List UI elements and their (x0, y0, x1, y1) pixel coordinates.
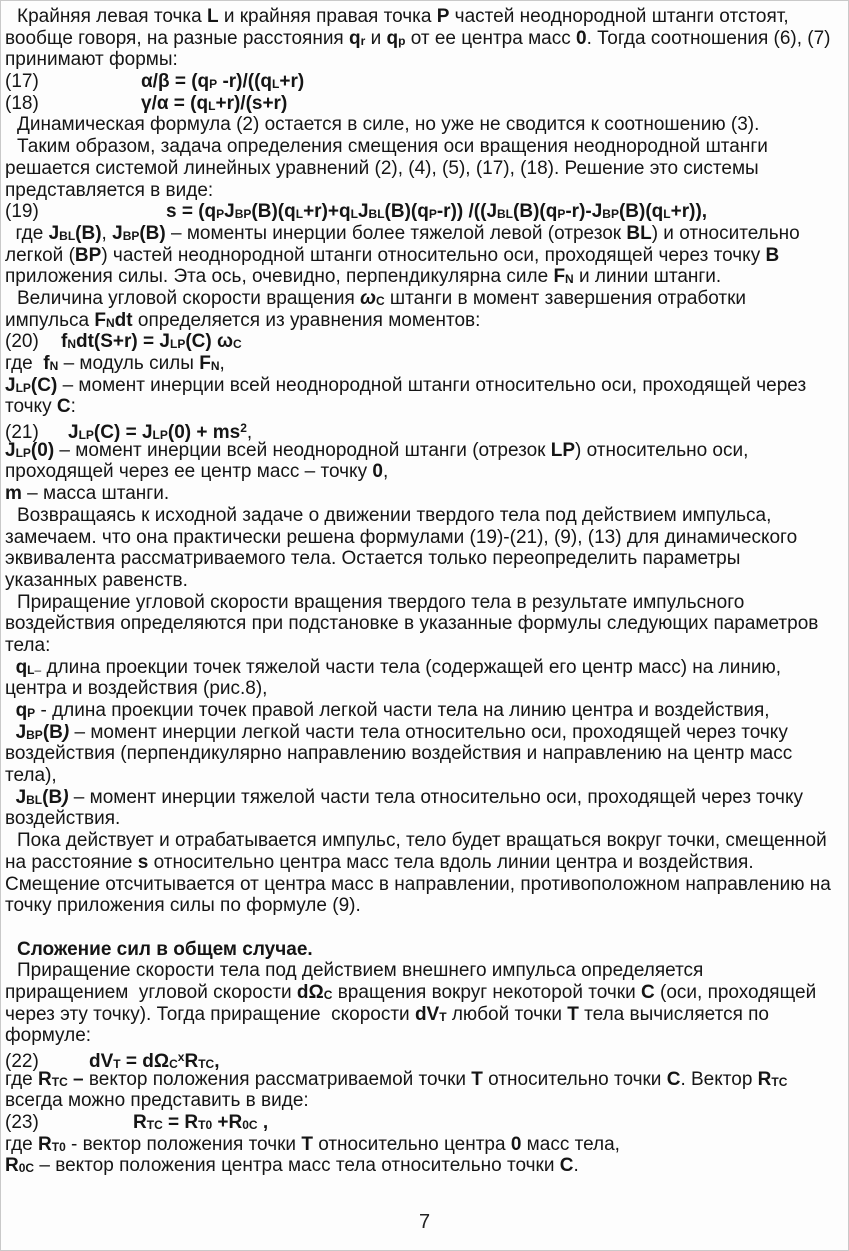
text-run: , (257, 1112, 269, 1134)
text-run: . (573, 1155, 579, 1177)
text-run: C (169, 1057, 178, 1071)
text-run: R (38, 1068, 52, 1090)
text-run: Крайняя левая точка (17, 6, 207, 27)
text-run: принимают формы: (5, 49, 178, 71)
text-run: P (557, 207, 566, 222)
text-run: s = (q (166, 201, 217, 223)
text-run: воздействия (перпендикулярно направлению воздействия и направлению на центр масс (5, 743, 793, 765)
text-run: dΩ (142, 1051, 170, 1072)
text-run: q (15, 656, 28, 678)
text-run: – модуль силы (58, 353, 200, 374)
text-run: C (56, 396, 71, 418)
text-run: где (5, 353, 44, 374)
text-run: +r)), (670, 201, 708, 223)
text-run: тела: (5, 634, 51, 656)
text-run: C (666, 1068, 681, 1090)
text-run: LP (550, 439, 576, 461)
text-run: +R (212, 1112, 243, 1134)
text-run: ) частей неоднородной штанги относительно оси, проходящей через точку (101, 244, 766, 266)
text-run: тела вычисляется по (578, 1003, 769, 1025)
text-run: ) относительно оси, (575, 439, 749, 461)
text-line (5, 1134, 843, 1156)
text-run: BP (122, 228, 140, 243)
text-line (5, 548, 843, 570)
document-body (5, 6, 843, 1177)
text-run: Таким образом, задача определения смещения оси вращения неоднородной штанги (17, 136, 768, 158)
paragraph-start (5, 114, 843, 136)
text-line (5, 223, 843, 245)
text-run: – момент инерции легкой части тела относительно оси, проходящей через точку (69, 721, 788, 743)
text-run (5, 700, 16, 721)
text-run: штанги в момент завершения отработки (384, 287, 747, 309)
text-run: T (301, 1133, 313, 1155)
text-run: формуле: (5, 1025, 92, 1047)
text-run: относительно центра (312, 1133, 511, 1155)
text-run: 0 (510, 1133, 522, 1155)
formula-18 (5, 93, 843, 115)
text-line (5, 461, 843, 483)
text-run: T (113, 1057, 121, 1071)
text-line (5, 245, 843, 267)
text-run: – момент инерции тяжелой части тела относительно оси, проходящей через точку (68, 786, 803, 808)
text-run: L (27, 662, 35, 677)
text-run: 2 (240, 421, 247, 436)
text-run: = R (162, 1112, 199, 1134)
text-run: C (640, 981, 655, 1003)
text-run: f (61, 331, 68, 353)
text-run (5, 787, 16, 808)
text-line (5, 310, 843, 332)
text-run: dt (114, 309, 133, 331)
text-run: R (38, 1133, 52, 1155)
text-run: (оси, проходящей (654, 981, 817, 1003)
text-run: L (663, 207, 671, 222)
definition-qP (5, 700, 843, 722)
text-run: ) (62, 721, 70, 743)
text-run: C (233, 337, 242, 352)
equation-number: (17) (5, 71, 39, 93)
text-line (5, 440, 843, 462)
text-line (5, 396, 843, 418)
text-run: N (49, 359, 59, 373)
text-run: (B (42, 786, 63, 808)
page-number: 7 (418, 1211, 431, 1233)
text-run: – (67, 1068, 89, 1090)
text-run: ω (360, 287, 376, 309)
text-run: , (219, 353, 225, 374)
text-run: LP (15, 380, 31, 395)
text-run: Величина угловой скорости вращения (17, 287, 361, 309)
text-run: (C) = J (93, 422, 153, 444)
text-line (5, 1155, 843, 1177)
text-run: решается системой линейных уравнений (2), (4), (5), (17), (18). Решение это системы (5, 157, 759, 179)
text-run: указанных равенств. (5, 569, 188, 591)
text-run: через эту точку). Тогда приращение скорости (5, 1003, 415, 1025)
text-run: – моменты инерции более тяжелой левой (отрезок (165, 222, 627, 244)
text-run: Приращение скорости тела под действием внешнего импульса определяется (17, 960, 704, 982)
text-line (5, 266, 843, 288)
text-run: L (272, 77, 280, 92)
text-run: представляется в виде: (5, 179, 214, 201)
text-run: от ее центра масс (405, 27, 576, 49)
text-line (5, 1069, 843, 1091)
text-run: LP (169, 337, 186, 352)
text-run: импульса (5, 309, 95, 331)
text-run: T0 (51, 1139, 66, 1154)
text-line (5, 743, 843, 765)
text-run: и крайняя правая точка (218, 6, 437, 27)
text-run: легкой ( (5, 244, 75, 266)
text-run: на расстояние (5, 851, 138, 873)
text-run: BL (497, 207, 514, 222)
text-run: приращением угловой скорости (5, 981, 297, 1003)
text-run: длина проекции точек тяжелой части тела (содержащей его центр масс) на линию, (41, 656, 781, 678)
text-line (5, 1025, 843, 1047)
text-run: 0 (576, 27, 587, 49)
text-line (5, 353, 843, 375)
section-heading (5, 939, 843, 961)
text-run: . Тогда соотношения (6), (7) (586, 27, 831, 49)
text-run: воздействия. (5, 808, 121, 830)
text-run: (B)(q (251, 201, 296, 223)
text-line (5, 874, 843, 896)
equation-number: (20) (5, 331, 39, 353)
text-run (5, 722, 16, 743)
text-run: и линии штанги. (573, 266, 722, 288)
text-line (5, 852, 843, 874)
equation-number: (21) (5, 422, 39, 444)
text-line (5, 158, 843, 180)
text-run: R (133, 1112, 147, 1134)
text-run: N (210, 359, 220, 373)
text-run: P (428, 207, 437, 222)
text-run: J (5, 374, 16, 396)
text-run: - длина проекции точек правой легкой части тела на линию центра и воздействия, (35, 700, 770, 721)
text-line (5, 635, 843, 657)
text-run: q (15, 700, 28, 721)
paragraph-start (5, 960, 843, 982)
text-run: любой точки (446, 1003, 568, 1025)
formula-20 (5, 331, 843, 353)
text-run: R (184, 1051, 199, 1072)
text-run: +r) (279, 71, 305, 93)
text-line (5, 678, 843, 700)
text-run: (0) (30, 439, 55, 461)
text-line (5, 375, 843, 397)
text-run: - вектор положения точки (65, 1133, 302, 1155)
text-run: dt(S+r) = J (76, 331, 170, 353)
text-run: точку приложения силы по формуле (9). (5, 895, 361, 917)
text-run: C (375, 293, 385, 308)
text-run: -r)/((q (217, 71, 273, 93)
text-run: приложения силы. Эта ось, очевидно, перпендикулярна силе (5, 266, 554, 288)
page-footer (0, 1212, 849, 1234)
text-run: – масса штанги. (21, 483, 170, 505)
text-run: 0C (18, 1161, 35, 1176)
text-run: – (34, 662, 42, 677)
text-run: ) (62, 786, 69, 808)
text-run: BP (74, 244, 102, 266)
text-run: вращения вокруг некоторой точки (332, 981, 641, 1003)
text-run: где (5, 1133, 39, 1155)
text-line (5, 1090, 843, 1112)
text-run: LP (78, 428, 94, 443)
equation-number: (18) (5, 92, 39, 114)
text-run: Смещение отсчитывается от центра масс в направлении, противоположном направлению на (5, 873, 831, 895)
text-run (5, 657, 16, 678)
text-run: T0 (198, 1118, 213, 1133)
formula-19 (5, 201, 843, 223)
text-run: dV (414, 1003, 440, 1025)
text-run: -r)-J (565, 201, 603, 223)
text-run: относительно центра масс тела вдоль линии центра и воздействия. (148, 851, 754, 873)
text-run: TC (771, 1074, 788, 1089)
text-line (5, 765, 843, 787)
text-run: P (27, 706, 36, 720)
text-run: α/β = (q (141, 71, 210, 93)
paragraph-start (5, 136, 843, 158)
text-line (5, 483, 843, 505)
text-run: F (199, 353, 211, 374)
text-line (5, 808, 843, 830)
equation-number: (19) (5, 201, 39, 223)
text-run: (C) (185, 331, 217, 353)
text-run: C (323, 987, 333, 1002)
text-line (5, 982, 843, 1004)
paragraph-start (5, 830, 843, 852)
text-run: TC (146, 1118, 163, 1133)
text-run: Динамическая формула (2) остается в силе, но уже не сводится к соотношению (3). (17, 114, 760, 136)
text-run: где (5, 1068, 39, 1090)
text-run: (B) (139, 222, 166, 244)
text-run: замечаем. что она практически решена формулами (19)-(21), (9), (13) для динамического (5, 526, 798, 548)
definition-qL (5, 657, 843, 679)
text-run: относительно точки (482, 1068, 667, 1090)
text-run: воздействия определяются при подстановке в указанные формулы следующих параметров (5, 613, 819, 635)
text-run: масс тела, (521, 1133, 620, 1155)
text-run: R (757, 1068, 772, 1090)
text-run: P (436, 6, 450, 27)
text-run: (B)(q (384, 201, 429, 223)
text-run: и (365, 27, 387, 49)
text-run: определяется из уравнения моментов: (132, 309, 481, 331)
text-run: BP (26, 727, 43, 742)
text-run: p (398, 33, 406, 48)
text-run: R (5, 1155, 19, 1177)
text-run: (B (42, 721, 63, 743)
text-line (5, 49, 843, 71)
text-run: (B)(q (513, 201, 558, 223)
text-run: : (70, 396, 76, 418)
text-run: F (553, 266, 566, 288)
text-run: +r)+q (303, 201, 351, 223)
text-run: +r)/(s+r) (215, 92, 288, 114)
text-run: BL (59, 228, 76, 243)
paragraph-start (5, 505, 843, 527)
text-run: вообще говоря, на разные расстояния (5, 27, 350, 49)
text-run: 0C (242, 1118, 258, 1133)
text-run: J (15, 786, 27, 808)
formula-23 (5, 1112, 843, 1134)
paragraph-start (5, 592, 843, 614)
text-run: F (94, 309, 106, 331)
definition-JBP (5, 722, 843, 744)
text-run: (B) (75, 222, 102, 244)
text-run: – момент инерции всей неоднородной штанги относительно оси, проходящей через (57, 374, 807, 396)
text-run: N (565, 272, 574, 287)
text-run: P (209, 77, 218, 92)
text-run: N (67, 337, 76, 352)
formula-22 (5, 1047, 843, 1072)
text-run: – момент инерции всей неоднородной штанги (отрезок (54, 439, 551, 461)
text-run: L (350, 207, 358, 222)
text-run: частей неоднородной штанги отстоят, (449, 6, 789, 27)
text-run: C (559, 1155, 574, 1177)
text-run: J (357, 201, 369, 223)
text-run: T (567, 1003, 579, 1025)
text-run: m (5, 483, 22, 505)
text-run: центра и воздействия (рис.8), (5, 678, 268, 700)
text-run: dV (89, 1051, 114, 1072)
text-run: Сложение сил в общем случае. (17, 938, 313, 960)
text-run: Приращение угловой скорости вращения твердого тела в результате импульсного (17, 591, 745, 613)
text-line (5, 527, 843, 549)
text-run: , (382, 461, 389, 483)
text-run: 0 (372, 461, 383, 483)
text-run: L (295, 207, 304, 222)
definition-JBL (5, 787, 843, 809)
text-run: J (112, 222, 123, 244)
text-line (5, 570, 843, 592)
text-run: Пока действует и отрабатывается импульс, тело будет вращаться вокруг точки, смещенной (17, 830, 827, 852)
text-run: = (120, 1051, 143, 1072)
text-run: BP (234, 207, 252, 222)
text-run: T (471, 1068, 483, 1090)
text-run: P (216, 207, 225, 222)
formula-21 (5, 418, 843, 444)
text-run: (C) (30, 374, 58, 396)
text-run: , (214, 1051, 220, 1072)
text-run: тела), (5, 765, 57, 787)
text-run: , (246, 422, 253, 444)
text-run: B (765, 244, 780, 266)
text-run: Возвращаясь к исходной задаче о движении твердого тела под действием импульса, (17, 504, 772, 526)
text-run: проходящей через ее центр масс – точку (5, 461, 373, 483)
text-line (5, 180, 843, 202)
text-run: γ/α = (q (141, 92, 209, 114)
text-run: BL (26, 792, 43, 807)
text-run: f (43, 353, 50, 374)
text-run: BL (368, 207, 385, 222)
text-run: TC (198, 1057, 215, 1071)
paragraph-start (5, 288, 843, 310)
text-line (5, 1004, 843, 1026)
text-run: s (137, 851, 149, 873)
text-run: dΩ (296, 981, 324, 1003)
text-run: LP (15, 445, 31, 460)
text-run: ) и относительно (651, 222, 800, 244)
text-run: ω (216, 331, 234, 353)
text-run: N (106, 315, 115, 330)
blank-line (5, 917, 843, 939)
text-run: -r)) /((J (436, 201, 498, 223)
text-run: L (206, 6, 219, 27)
text-run: q (349, 27, 361, 49)
text-run: J (68, 422, 79, 444)
text-run: . Вектор (680, 1068, 758, 1090)
text-run: вектор положения рассматриваемой точки (88, 1068, 472, 1090)
text-run: всегда можно представить в виде: (5, 1090, 309, 1112)
text-line (5, 613, 843, 635)
text-run: TC (51, 1074, 68, 1089)
text-run: q (386, 27, 399, 49)
text-run: J (48, 222, 60, 244)
text-run: J (224, 201, 235, 223)
formula-17 (5, 71, 843, 93)
text-run: , (101, 222, 113, 244)
text-run: x (177, 1050, 185, 1064)
text-run: BP (602, 207, 619, 222)
paragraph-start (5, 6, 843, 28)
text-run: (B)(q (618, 201, 664, 223)
text-run: точку (5, 396, 57, 418)
text-run: L (208, 98, 216, 113)
text-run: LP (152, 428, 168, 443)
text-line (5, 28, 843, 50)
text-run: J (15, 721, 27, 743)
equation-number: (22) (5, 1051, 39, 1072)
text-run: J (5, 439, 16, 461)
text-run: – вектор положения центра масс тела относительно точки (34, 1155, 560, 1177)
text-run: где (5, 222, 49, 244)
text-line (5, 895, 843, 917)
text-run: r (360, 33, 366, 48)
text-run: BL (626, 222, 652, 244)
text-run: T (439, 1009, 447, 1024)
equation-number: (23) (5, 1112, 39, 1134)
text-run: эквивалента рассматриваемого тела. Остается только переопределить параметры (5, 548, 741, 570)
text-run: (0) + ms (167, 422, 241, 444)
